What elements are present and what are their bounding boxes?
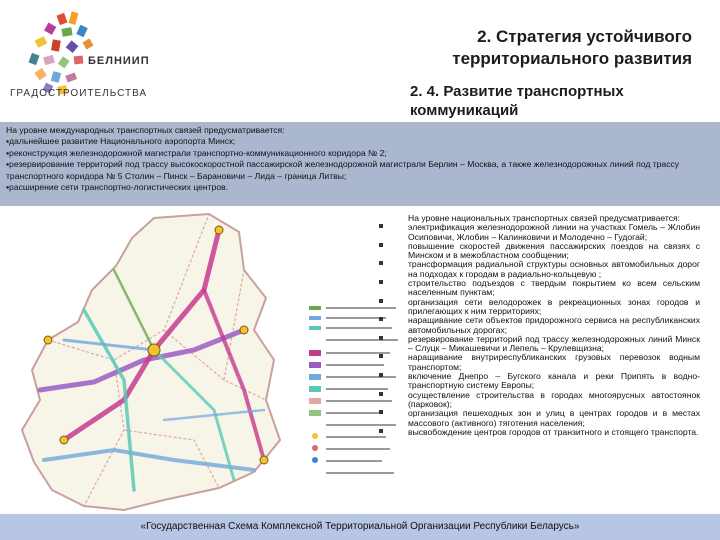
bullet-icon: [379, 299, 383, 303]
bullet-icon: [379, 392, 383, 396]
logo-title: БЕЛНИИП: [88, 55, 150, 67]
legend-swatch: [309, 374, 321, 380]
city-marker: [44, 336, 52, 344]
national-block: [404, 214, 700, 437]
legend-swatch: [312, 457, 318, 463]
city-marker: [240, 326, 248, 334]
legend-swatch: [312, 433, 318, 439]
legend-swatch: [309, 398, 321, 404]
international-item: ▪дальнейшее развитие Национального аэропорта Минск;: [6, 136, 236, 147]
legend-swatch: [309, 306, 321, 310]
city-marker: [148, 344, 160, 356]
bullet-icon: [379, 224, 383, 228]
country-outline: [22, 214, 280, 510]
bullet-icon: [379, 410, 383, 414]
map-legend: [304, 300, 402, 500]
logo-subtitle: ГРАДОСТРОИТЕЛЬСТВА: [10, 88, 148, 99]
list-item: организация пешеходных зон и улиц в центрах городов и в местах массового (активного) тяготения населения;: [404, 409, 700, 428]
list-item: включение Днепро – Бугского канала и реки Припять в водно-транспортную систему Европы;: [404, 372, 700, 391]
logo-mosaic-icon: [29, 11, 94, 94]
list-item: наращивание сети объектов придорожного сервиса на республиканских автомобильных дорогах;: [404, 316, 700, 335]
legend-swatch: [309, 362, 321, 368]
list-item: трансформация радиальной структуры основных автомобильных дорог на подходах к городам в радиально-кольцевую ;: [404, 260, 700, 279]
bullet-icon: [379, 243, 383, 247]
bullet-icon: [379, 261, 383, 265]
bullet-icon: [379, 317, 383, 321]
list-item: электрификация железнодорожной линии на участках Гомель – Жлобин Осиповичи, Жлобин – Калинковичи и Молодечно – Гудогай;: [404, 223, 700, 242]
list-item: резервирование территорий под трассу железнодорожных линий Минск – Слуцк – Микашевичи и Лепель – Крулевщизна;: [404, 335, 700, 354]
bullet-icon: [379, 280, 383, 284]
legend-swatch: [309, 326, 321, 330]
legend-swatch: [309, 386, 321, 392]
list-item: наращивание внутриреспубликанских грузовых перевозок водным транспортом;: [404, 353, 700, 372]
list-item: строительство подъездов с твердым покрытием ко всем сельским населенным пунктам;: [404, 279, 700, 298]
transport-map: [4, 210, 404, 516]
international-item: ▪реконструкция железнодорожной магистрали транспортно-коммуникационного коридора № 2;: [6, 147, 387, 158]
legend-swatch: [309, 350, 321, 356]
list-item: повышение скоростей движения пассажирских поездов на связях с Минском и в межобластном сообщении;: [404, 242, 700, 261]
page-title: 2. Стратегия устойчивого территориального развития: [452, 27, 692, 68]
bullet-icon: [379, 354, 383, 358]
list-item: высвобождение центров городов от транзитного и стоящего транспорта.: [404, 428, 700, 437]
bullet-icon: [379, 336, 383, 340]
national-list: [404, 223, 700, 437]
international-item: ▪расширение сети транспортно-логистических центров.: [6, 182, 229, 193]
list-item: организация сети велодорожек в рекреационных зонах городов и прилегающих к ним территориях;: [404, 298, 700, 317]
national-intro: На уровне национальных транспортных связей предусматривается:: [408, 213, 681, 223]
footer-source: «Государственная Схема Комплексной Территориальной Организации Республики Беларусь»: [140, 521, 580, 532]
international-item: ▪резервирование территорий под трассу высокоскоростной пассажирской железнодорожной магистрали Берлин – Москва, а также железнодорожных линий под трассу транспортного коридора № 5 Столин – Пинск – Барановичи – Лида – граница Литвы;: [6, 159, 680, 181]
legend-swatch: [312, 445, 318, 451]
city-marker: [215, 226, 223, 234]
city-marker: [60, 436, 68, 444]
legend-swatch: [309, 316, 321, 320]
international-block: [6, 125, 714, 193]
city-marker: [260, 456, 268, 464]
bullet-icon: [379, 373, 383, 377]
list-item: осуществление строительства в городах многоярусных автостоянок (парковок);: [404, 391, 700, 410]
bullet-icon: [379, 429, 383, 433]
international-intro: На уровне международных транспортных связей предусматривается:: [6, 125, 285, 135]
legend-swatch: [309, 410, 321, 416]
section-subtitle: 2. 4. Развитие транспортных коммуникаций: [410, 83, 624, 119]
